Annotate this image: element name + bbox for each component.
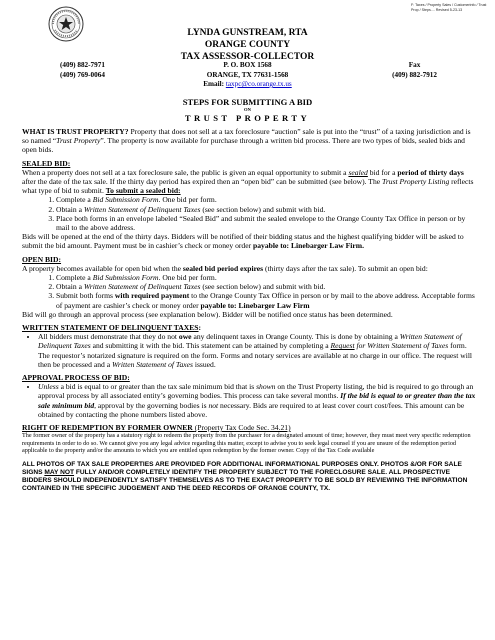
sealed-bid-steps bbox=[22, 195, 477, 232]
open-bid-steps bbox=[22, 273, 477, 310]
what-paragraph: WHAT IS TRUST PROPERTY? Property that does not sell at a tax foreclosure “auction” sale is put into the “trust” of a taxing jurisdiction and is so named “Trust Property”. The property is now available for purchase through a written bid process. There are two types of bids, sealed bids and open bids. bbox=[22, 127, 471, 155]
open-bid-heading: OPEN BID: bbox=[22, 254, 62, 264]
phone-2: (409) 769-0064 bbox=[60, 70, 105, 79]
approval-list bbox=[22, 382, 477, 419]
title-on: ON bbox=[244, 107, 251, 112]
open-bid-paragraph: A property becomes available for open bid when the sealed bid period expires (thirty days after the tax sale). To submit an open bid: bbox=[22, 263, 428, 273]
city-line: ORANGE, TX 77631-1568 bbox=[206, 70, 289, 79]
open-bid-notice: Bid will go through an approval process (see explanation below). Bidder will be notified once status has been determined. bbox=[22, 309, 393, 319]
redemption-heading-line bbox=[22, 423, 477, 432]
list-item: • Unless a bid is equal to or greater than the tax sale minimum bid that is shown on the Trust Property listing, the bid is required to go through an approval process by all associated entity’s governing bodies. This process can take several months. If the bid is equal to or greater than the tax sale minimum bid, approval by the governing bodies is not necessary. Bids are required to at least cover court cost/fees. This amount can be obtained by contacting the phone numbers listed above. bbox=[38, 382, 477, 419]
office-title: TAX ASSESSOR-COLLECTOR bbox=[180, 52, 315, 62]
list-item: 2. Obtain a Written Statement of Delinquent Taxes (see section below) and submit with bid. bbox=[56, 282, 477, 291]
assessor-name: LYNDA GUNSTREAM, RTA bbox=[187, 28, 308, 38]
email-line bbox=[0, 80, 495, 90]
list-item: 2. Obtain a Written Statement of Delinquent Taxes (see section below) and submit with bid. bbox=[56, 205, 477, 214]
document-subtitle: TRUST PROPERTY bbox=[184, 113, 311, 123]
list-item: 1. Complete a Bid Submission Form. One bid per form. bbox=[56, 195, 477, 204]
email-link[interactable]: taxpc@co.orange.tx.us bbox=[225, 80, 292, 88]
sealed-bid-heading: SEALED BID: bbox=[22, 158, 71, 168]
sealed-bid-paragraph: When a property does not sell at a tax foreclosure sale, the public is given an equal opportunity to submit a sealed bid for a period of thirty days after the date of the tax sale. If the thirty day period has expired then an “open bid” can be submitted (see below). The Trust Property Listing reflects what type of bid to submit. To submit a sealed bid: bbox=[22, 167, 474, 196]
list-item: 1. Complete a Bid Submission Form. One bid per form. bbox=[56, 273, 477, 282]
written-statement-heading-line: WRITTEN STATEMENT OF DELINQUENT TAXES: bbox=[22, 323, 202, 333]
what-question: WHAT IS TRUST PROPERTY? bbox=[22, 127, 129, 136]
written-statement-heading: WRITTEN STATEMENT OF DELINQUENT TAXES bbox=[22, 323, 199, 333]
po-box: P. O. BOX 1568 bbox=[223, 61, 272, 69]
list-item: • All bidders must demonstrate that they do not owe any delinquent taxes in Orange County. This is done by obtaining a Written Statement of Delinquent Taxes and submitting it with the bid. This statement can be attained by completing a Request for Written Statement of Taxes form. The requestor’s notarized signature is required on the form. Forms and notary services are available at no charge in our office. The request will then be processed and a Written Statement of Taxes issued. bbox=[38, 332, 477, 369]
list-item: 3. Submit both forms with required payment to the Orange County Tax Office in person or by mail to the above address. Acceptable forms of payment are cashier’s check or money order payable to: Linebarger Law Firm bbox=[56, 291, 477, 309]
redemption-code: (Property Tax Code Sec. 34.21) bbox=[194, 423, 291, 433]
redemption-text: The former owner of the property has a statutory right to redeem the property from the purchaser for a designated amount of time; however, they must meet very specific redemption requirements in order to do so. We cannot give you any legal advice regarding this matter, except to advise you to seek legal counsel if you are unsure of the redemption period applicable to the property and/or the amounts to which you are entitled upon redemption by the former owner. Copy of the Tax Code available bbox=[22, 432, 471, 455]
fax-label: Fax bbox=[408, 61, 421, 69]
sealed-bid-notice: Bids will be opened at the end of the thirty days. Bidders will be notified of their bidding status and the highest qualifying bidder will be asked to submit the bid amount. Payment must be in cashier’s check or money order payable to: Linebarger Law Firm. bbox=[22, 232, 464, 251]
redemption-heading: RIGHT OF REDEMPTION BY FORMER OWNER bbox=[22, 423, 195, 433]
approval-heading: APPROVAL PROCESS OF BID: bbox=[22, 373, 130, 383]
list-item: 3. Place both forms in an envelope labeled “Sealed Bid” and submit the sealed envelope to the Orange County Tax Office in person or by mail to the above address. bbox=[56, 214, 477, 232]
file-path-note: F: Taxes / Property Sales / Customerinfo / Trust Prop / Steps.... Revised 5-23-13 bbox=[411, 3, 487, 12]
photo-disclaimer: ALL PHOTOS OF TAX SALE PROPERTIES ARE PROVIDED FOR ADDITIONAL INFORMATIONAL PURPOSES ONLY. PHOTOS &/OR FOR SALE SIGNS MAY NOT FULLY AND/OR COMPLETELY IDENTIFY THE PROPERTY SUBJECT TO THE FORECLOSURE SALE. ALL PROSPECTIVE BIDDERS SHOULD INDEPENDENTLY SATISFY THEMSELVES AS TO THE EXACT PROPERTY TO BE SOLD BY REVIEWING THE INFORMATION CONTAINED IN THE SPECIFIC JUDGEMENT AND THE DEED RECORDS OF ORANGE COUNTY, TX. bbox=[22, 460, 468, 493]
written-statement-list bbox=[22, 332, 477, 369]
email-label: Email: bbox=[203, 80, 225, 88]
fax-number: (409) 882-7912 bbox=[392, 70, 437, 79]
document-body bbox=[22, 127, 477, 494]
county-name: ORANGE COUNTY bbox=[204, 40, 291, 50]
document-title: STEPS FOR SUBMITTING A BID bbox=[182, 97, 313, 107]
phone-1: (409) 882-7971 bbox=[60, 61, 105, 69]
fax-block bbox=[392, 61, 437, 80]
